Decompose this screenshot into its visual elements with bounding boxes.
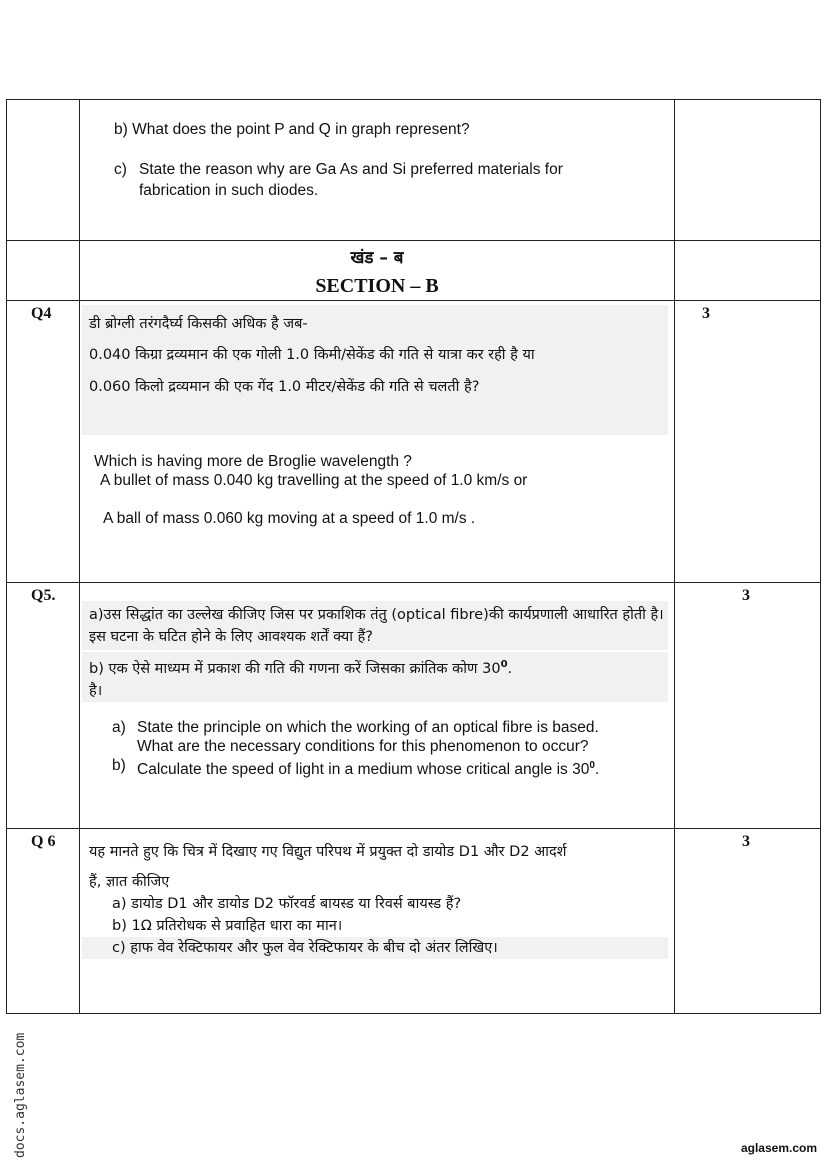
- english-question-line: A bullet of mass 0.040 kg travelling at the speed of 1.0 km/s or: [100, 472, 528, 489]
- question-row-q4: [7, 301, 821, 583]
- degree-superscript: 0: [500, 659, 508, 670]
- empty-cell: [7, 241, 80, 301]
- question-part-c: State the reason why are Ga As and Si preferred materials for fabrication in such diodes.: [139, 161, 563, 199]
- question-text-cell: [80, 100, 675, 241]
- part-c-label: c): [114, 161, 127, 178]
- part-a-label: a): [112, 719, 126, 736]
- section-row: [7, 241, 821, 301]
- question-number-cell: [7, 829, 80, 1014]
- marks-cell: [675, 100, 821, 241]
- section-title: SECTION – B: [315, 275, 439, 297]
- degree-superscript: 0: [589, 760, 595, 771]
- question-row-q5: [7, 583, 821, 829]
- hindi-question-line: यह मानते हुए कि चित्र में दिखाए गए विद्युत परिपथ में प्रयुक्त दो डायोड D1 और D2 आदर्श: [89, 844, 567, 860]
- hindi-question-part-a: a) डायोड D1 और डायोड D2 फॉरवर्ड बायस्ड या रिवर्स बायस्ड हैं?: [112, 896, 462, 912]
- question-number-cell: [7, 583, 80, 829]
- punctuation: .: [507, 660, 513, 677]
- section-heading-cell: [80, 241, 675, 301]
- question-number: Q5.: [31, 587, 56, 604]
- marks-value: 3: [742, 833, 750, 850]
- question-number: Q4: [31, 305, 52, 322]
- section-title-hindi: खंड – ब: [350, 248, 404, 268]
- question-part-b: b) What does the point P and Q in graph represent?: [114, 121, 470, 138]
- marks-value: 3: [702, 305, 710, 322]
- side-watermark: [0, 1000, 26, 1160]
- hindi-question-line: हैं, ज्ञात कीजिए: [89, 874, 170, 890]
- question-text-cell: [80, 829, 675, 1014]
- english-question-part-b: Calculate the speed of light in a medium whose critical angle is 30: [137, 761, 590, 779]
- footer-brand: aglasem.com: [740, 1141, 817, 1155]
- hindi-question-part-b: b) एक ऐसे माध्यम में प्रकाश की गति की गणना करें जिसका क्रांतिक कोण 30: [89, 660, 501, 677]
- question-row-continued: [7, 100, 821, 241]
- exam-table: [6, 99, 821, 1014]
- english-question-part-a-2: What are the necessary conditions for this phenomenon to occur?: [137, 738, 589, 755]
- english-question-line: Which is having more de Broglie wavelength ?: [94, 453, 412, 470]
- marks-value: 3: [742, 587, 750, 604]
- question-row-q6: [7, 829, 821, 1014]
- question-text-cell: [80, 301, 675, 583]
- hindi-question-part-b-2: है।: [89, 682, 103, 699]
- question-text-cell: [80, 583, 675, 829]
- marks-cell: [675, 583, 821, 829]
- watermark-text: docs.aglasem.com: [13, 1032, 28, 1158]
- hindi-question-part-a: a)उस सिद्धांत का उल्लेख कीजिए जिस पर प्रकाशिक तंतु (optical fibre)की कार्यप्रणाली आधारित होती है।: [89, 607, 664, 623]
- english-question-part-a: State the principle on which the working of an optical fibre is based.: [137, 719, 599, 736]
- hindi-question-part-b: b) 1Ω प्रतिरोधक से प्रवाहित धारा का मान।: [112, 918, 343, 934]
- marks-cell: [675, 301, 821, 583]
- part-b-label: b): [112, 757, 126, 774]
- hindi-question-part-a-2: इस घटना के घटित होने के लिए आवश्यक शर्तें क्या हैं?: [89, 629, 374, 645]
- hindi-question-line: डी ब्रोग्ली तरंगदैर्घ्य किसकी अधिक है जब-: [89, 316, 308, 332]
- hindi-question-line: 0.060 किलो द्रव्यमान की एक गेंद 1.0 मीटर/सेकेंड की गति से चलती है?: [89, 379, 480, 395]
- english-question-line: A ball of mass 0.060 kg moving at a speed of 1.0 m/s .: [103, 510, 476, 527]
- hindi-question-part-c: c) हाफ वेव रेक्टिफायर और फुल वेव रेक्टिफायर के बीच दो अंतर लिखिए।: [112, 940, 498, 956]
- punctuation: .: [594, 761, 600, 779]
- question-number-cell: [7, 100, 80, 241]
- hindi-question-line: 0.040 किग्रा द्रव्यमान की एक गोली 1.0 किमी/सेकेंड की गति से यात्रा कर रही है या: [89, 347, 535, 363]
- question-number-cell: [7, 301, 80, 583]
- marks-cell: [675, 829, 821, 1014]
- empty-cell: [675, 241, 821, 301]
- question-number: Q 6: [31, 833, 56, 850]
